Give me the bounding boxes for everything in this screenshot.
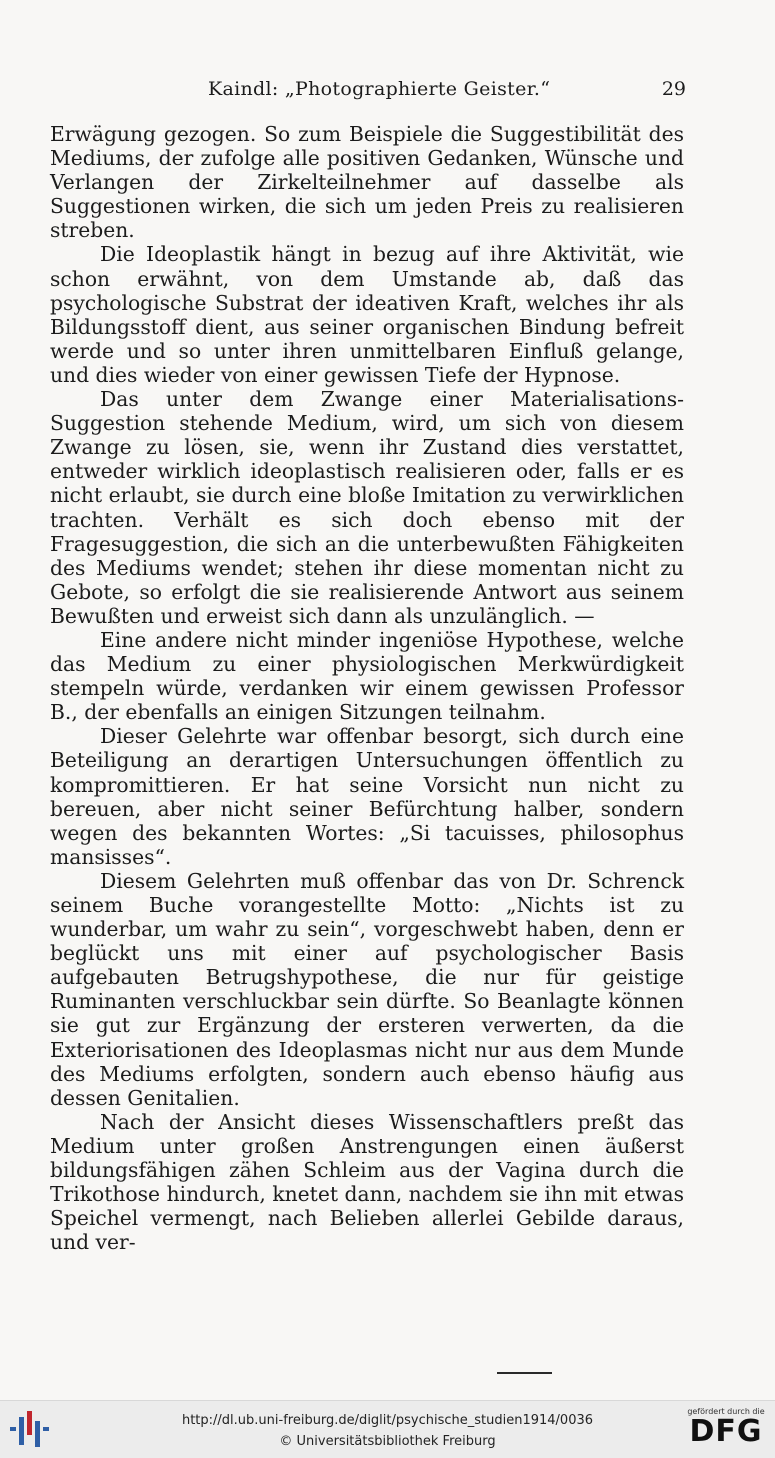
paragraph: Eine andere nicht minder ingeniöse Hypothese, welche das Medium zu einer physiologischen Merkwürdigkeit stempeln würde, verdanken wir einem gewissen Professor B., der ebenfalls an einigen Sitzungen teilnahm. [50, 627, 684, 725]
paragraph: Diesem Gelehrten muß offenbar das von Dr. Schrenck seinem Buche vorangestellte Motto: „Nichts ist zu wunderbar, um wahr zu sein“, vorgeschwebt haben, denn er beglückt uns mit einer auf psychologischer Basis aufgebauten Betrugshypothese, die nur für geistige Ruminanten verschluckbar sein dürfte. So Beanlagte können sie gut zur Ergänzung der ersteren verwerten, da die Exteriorisationen des Ideoplasmas nicht nur aus dem Munde des Mediums erfolgten, sondern auch ebenso häufig aus dessen Genitalien. [50, 868, 684, 1110]
page-header [50, 78, 686, 108]
viewer-footer-bar [0, 1400, 775, 1458]
page-number: 29 [661, 78, 686, 100]
dfg-tagline: gefördert durch die [687, 1407, 765, 1416]
dfg-logo[interactable] [685, 1407, 767, 1453]
copyright-text: © Universitätsbibliothek Freiburg [279, 1434, 496, 1449]
paragraph: Nach der Ansicht dieses Wissenschaftlers preßt das Medium unter großen Anstrengungen einen äußerst bildungsfähigen zähen Schleim aus der Vagina durch die Trikothose hindurch, knetet dann, nachdem sie ihn mit etwas Speichel vermengt, nach Belieben allerlei Gebilde daraus, und ver- [50, 1109, 684, 1255]
paragraph: Die Ideoplastik hängt in bezug auf ihre Aktivität, wie schon erwähnt, von dem Umstande ab, daß das psychologische Substrat der ideativen Kraft, welches ihr als Bildungsstoff dient, aus seiner organischen Bindung befreit werde und so unter ihren unmittelbaren Einfluß gelange, und dies wieder von einer gewissen Tiefe der Hypnose. [50, 242, 684, 387]
source-url-link[interactable]: http://dl.ub.uni-freiburg.de/diglit/psychische_studien1914/0036 [181, 1413, 594, 1428]
footer-rule [497, 1372, 552, 1374]
body-text [50, 122, 684, 1254]
paragraph: Das unter dem Zwange einer Materialisations-Suggestion stehende Medium, wird, um sich von diesem Zwange zu lösen, sie, wenn ihr Zustand dies verstattet, entweder wirklich ideoplastisch realisieren oder, falls er es nicht erlaubt, sie durch eine bloße Imitation zu verwirklichen trachten. Verhält es sich doch ebenso mit der Fragesuggestion, die sich an die unterbewußten Fähigkeiten des Mediums wendet; stehen ihr diese momentan nicht zu Gebote, so erfolgt die sie realisierende Antwort aus seinem Bewußten und erweist sich dann als unzulänglich. — [50, 387, 684, 628]
running-head: Kaindl: „Photographierte Geister.“ [208, 78, 551, 100]
paragraph: Erwägung gezogen. So zum Beispiele die Suggestibilität des Mediums, der zufolge alle positiven Gedanken, Wünsche und Verlangen der Zirkelteilnehmer auf dasselbe als Suggestionen wirken, die sich um jeden Preis zu realisieren streben. [50, 122, 684, 243]
dfg-wordmark: DFG [689, 1414, 763, 1449]
paragraph: Dieser Gelehrte war offenbar besorgt, sich durch eine Beteiligung an derartigen Untersuchungen öffentlich zu kompromittieren. Er hat seine Vorsicht nun nicht zu bereuen, aber nicht seiner Befürchtung halber, sondern wegen des bekannten Wortes: „Si tacuisses, philosophus mansisses“. [50, 724, 684, 869]
